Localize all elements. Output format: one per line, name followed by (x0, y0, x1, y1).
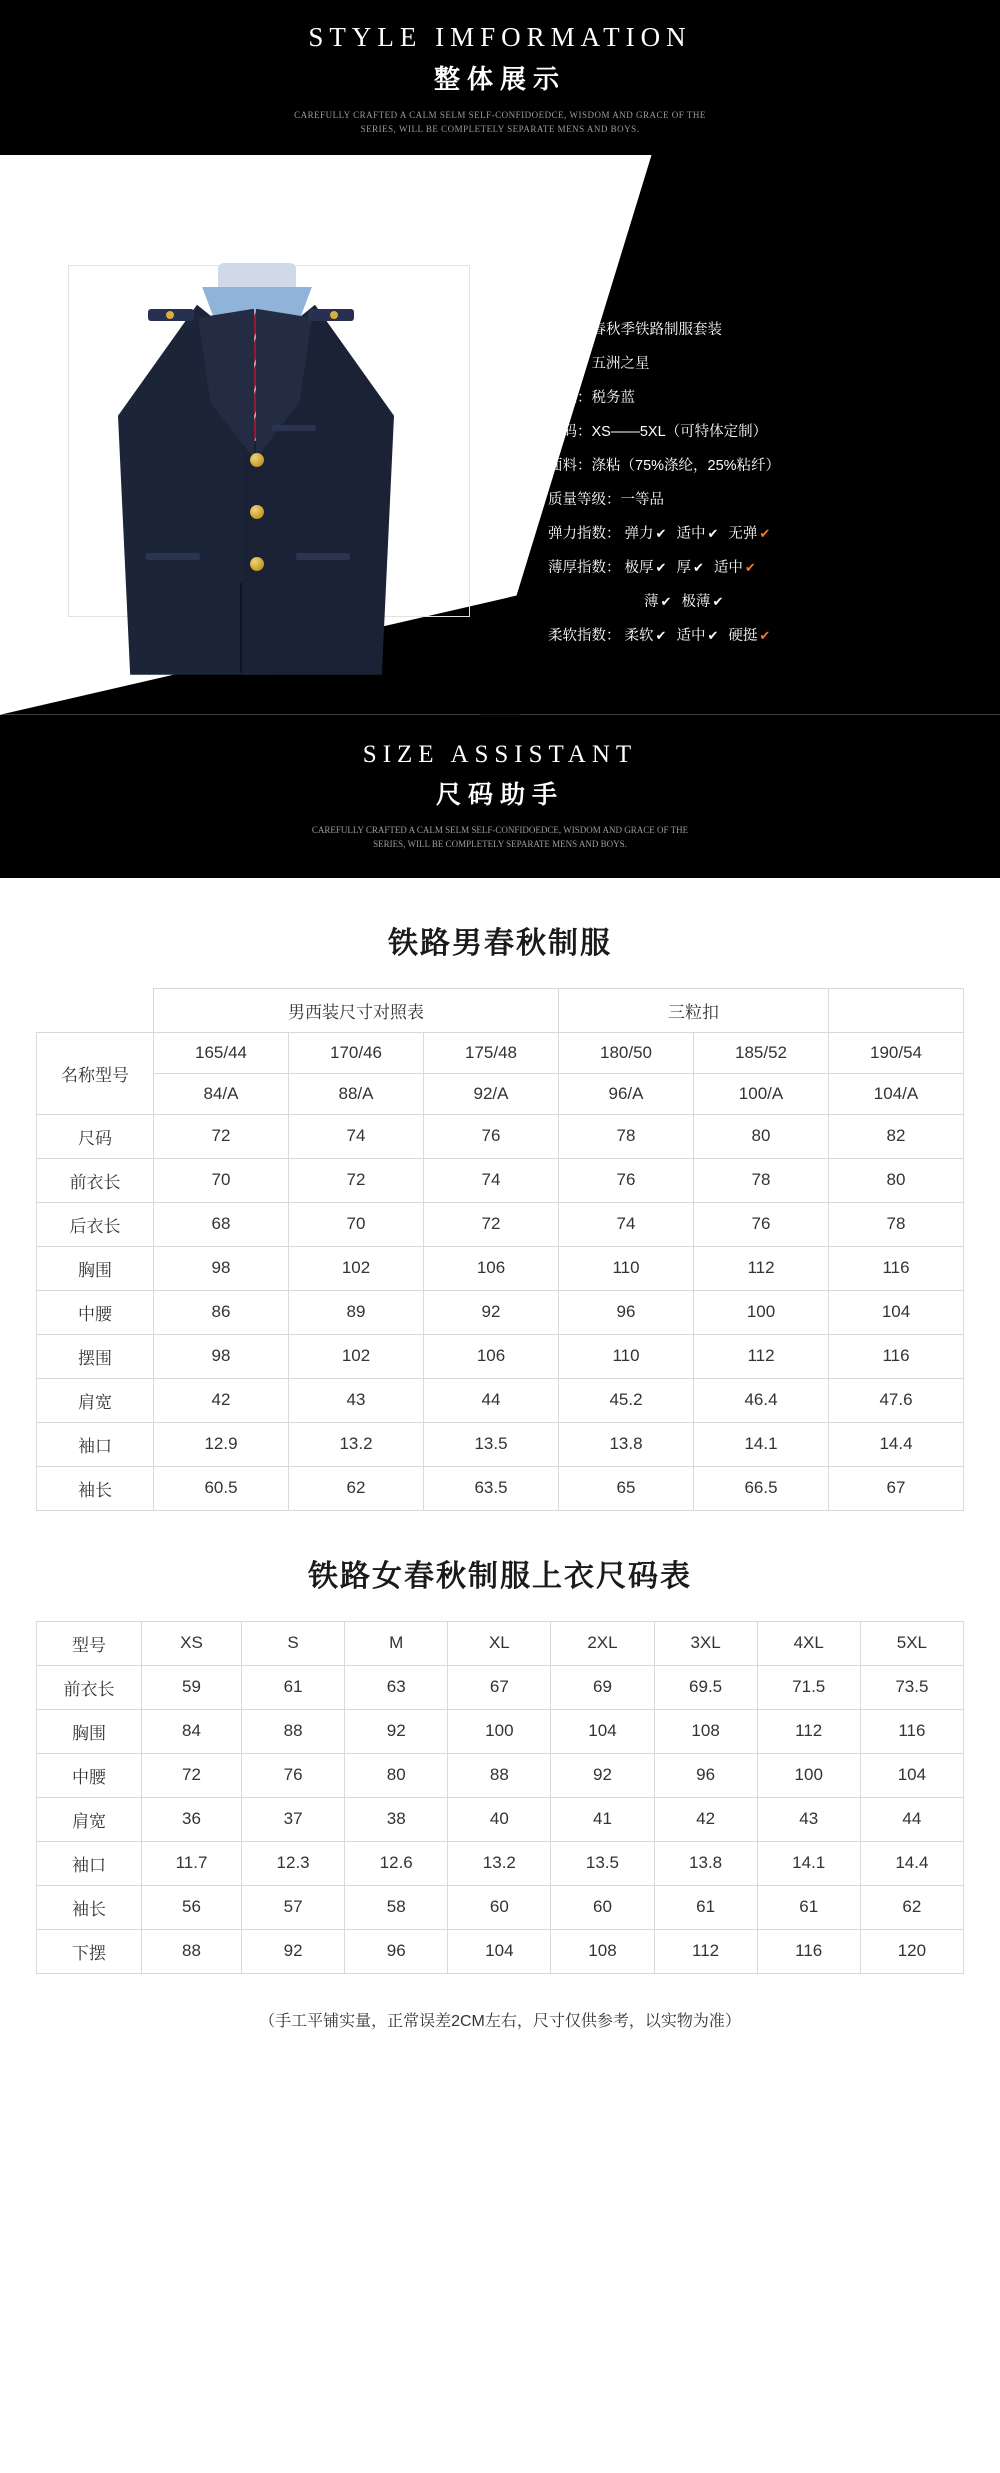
table-cell: 14.1 (694, 1422, 829, 1466)
model-size-4: 96/A (559, 1073, 694, 1114)
suit-illustration (90, 253, 420, 683)
table-cell: 61 (757, 1885, 860, 1929)
thickness-option-3-text: 适中 (713, 559, 743, 576)
thickness-option-5-text: 极薄 (681, 593, 711, 610)
table-cell: 100 (448, 1709, 551, 1753)
table-cell: 88 (242, 1709, 345, 1753)
header-group-blank (829, 988, 964, 1032)
thickness-option-3 (714, 560, 756, 576)
front-vent (240, 583, 242, 673)
table-cell: 116 (829, 1334, 964, 1378)
women-size-table (36, 1621, 964, 1974)
model-code-2: 170/46 (289, 1032, 424, 1073)
table-cell: 13.8 (559, 1422, 694, 1466)
table-cell: 76 (559, 1158, 694, 1202)
table-cell: 96 (345, 1929, 448, 1973)
table-cell: 14.1 (757, 1841, 860, 1885)
table-cell: 44 (424, 1378, 559, 1422)
table-cell: 67 (448, 1665, 551, 1709)
check-icon: ✔ (655, 559, 667, 575)
table-cell: 58 (345, 1885, 448, 1929)
table-row (37, 1032, 964, 1073)
table-cell: 78 (559, 1114, 694, 1158)
table-cell: 72 (424, 1202, 559, 1246)
row-label-header: 名称型号 (37, 1032, 154, 1114)
table-cell: 61 (654, 1885, 757, 1929)
table-row (37, 1073, 964, 1114)
spec-softness (548, 619, 928, 653)
table-cell: 72 (142, 1753, 242, 1797)
softness-option-3 (728, 628, 770, 644)
table-cell: 57 (242, 1885, 345, 1929)
row-label: 肩宽 (37, 1797, 142, 1841)
table-cell: 37 (242, 1797, 345, 1841)
table-cell: 78 (694, 1158, 829, 1202)
spec-name: 名称：春秋季铁路制服套装 (548, 321, 722, 338)
table-row (37, 1422, 964, 1466)
table-cell: 62 (289, 1466, 424, 1510)
table-cell: 63.5 (424, 1466, 559, 1510)
table-cell: 120 (860, 1929, 963, 1973)
table-cell: 56 (142, 1885, 242, 1929)
size-banner-english-title: SIZE ASSISTANT (362, 740, 638, 768)
table-cell: 100 (757, 1753, 860, 1797)
table-cell: 13.2 (448, 1841, 551, 1885)
spec-size: 尺码：XS——5XL（可特体定制） (548, 423, 768, 440)
men-size-table-body (37, 988, 964, 1510)
row-label: 肩宽 (37, 1378, 154, 1422)
table-cell: 110 (559, 1246, 694, 1290)
table-row (37, 1334, 964, 1378)
table-cell: 106 (424, 1246, 559, 1290)
table-cell: 92 (345, 1709, 448, 1753)
table-cell: 98 (154, 1334, 289, 1378)
table-cell: 80 (829, 1158, 964, 1202)
table-cell: 67 (829, 1466, 964, 1510)
style-information-banner (0, 0, 1000, 155)
table-cell: 100 (694, 1290, 829, 1334)
table-cell: 86 (154, 1290, 289, 1334)
table-cell: 12.3 (242, 1841, 345, 1885)
table-cell: 96 (559, 1290, 694, 1334)
epaulette-button-left (166, 311, 174, 319)
gold-button-1 (250, 453, 264, 467)
row-label: 摆围 (37, 1334, 154, 1378)
table-cell: 116 (757, 1929, 860, 1973)
elasticity-option-3-text: 无弹 (728, 525, 758, 542)
table-cell: 112 (694, 1334, 829, 1378)
row-label: 后衣长 (37, 1202, 154, 1246)
table-cell: 68 (154, 1202, 289, 1246)
softness-option-1-text: 柔软 (624, 627, 654, 644)
table-cell: 69 (551, 1665, 654, 1709)
table-cell: 45.2 (559, 1378, 694, 1422)
product-photo (30, 225, 500, 645)
softness-option-2-text: 适中 (676, 627, 706, 644)
table-cell: 116 (829, 1246, 964, 1290)
table-row (37, 1246, 964, 1290)
table-cell: 78 (829, 1202, 964, 1246)
table-cell: 80 (345, 1753, 448, 1797)
thickness-option-1 (625, 560, 667, 576)
row-label: 袖口 (37, 1841, 142, 1885)
size-banner-chinese-title: 尺码助手 (435, 780, 564, 809)
table-cell: 102 (289, 1334, 424, 1378)
banner-chinese-title: 整体展示 (433, 64, 566, 94)
column-header: S (242, 1621, 345, 1665)
table-cell: 60 (448, 1885, 551, 1929)
model-size-6: 104/A (829, 1073, 964, 1114)
table-cell: 76 (242, 1753, 345, 1797)
table-cell: 74 (424, 1158, 559, 1202)
spec-fabric: 面料：涤粘（75%涤纶，25%粘纤） (548, 457, 781, 474)
size-assistant-banner (0, 715, 1000, 878)
size-banner-subtitle (240, 823, 760, 852)
thickness-option-4 (644, 594, 671, 610)
model-size-5: 100/A (694, 1073, 829, 1114)
table-cell: 11.7 (142, 1841, 242, 1885)
table-cell: 84 (142, 1709, 242, 1753)
spec-elasticity-label: 弹力指数： (548, 525, 621, 542)
table-cell: 110 (559, 1334, 694, 1378)
elasticity-option-1 (625, 526, 667, 542)
spec-thickness-row2 (548, 585, 928, 619)
table-cell: 59 (142, 1665, 242, 1709)
row-label: 尺码 (37, 1114, 154, 1158)
spec-elasticity (548, 517, 928, 551)
column-header: 5XL (860, 1621, 963, 1665)
table-cell: 104 (860, 1753, 963, 1797)
elasticity-option-3 (728, 526, 770, 542)
table-row (37, 988, 964, 1032)
table-row (37, 1158, 964, 1202)
epaulette-button-right (330, 311, 338, 319)
model-code-1: 165/44 (154, 1032, 289, 1073)
column-header: XL (448, 1621, 551, 1665)
softness-option-3-text: 硬挺 (728, 627, 758, 644)
hero-section (0, 155, 1000, 715)
table-cell: 14.4 (829, 1422, 964, 1466)
table-cell: 72 (154, 1114, 289, 1158)
women-size-table-body (37, 1621, 964, 1973)
elasticity-option-2 (676, 526, 718, 542)
check-icon-selected: ✔ (759, 525, 771, 541)
table-cell: 63 (345, 1665, 448, 1709)
table-cell: 88 (448, 1753, 551, 1797)
table-cell: 70 (289, 1202, 424, 1246)
chest-pocket (272, 425, 316, 431)
check-icon: ✔ (655, 627, 667, 643)
table-cell: 92 (424, 1290, 559, 1334)
table-cell: 108 (654, 1709, 757, 1753)
table-cell: 42 (654, 1797, 757, 1841)
column-header: 型号 (37, 1621, 142, 1665)
banner-subtitle-line1: CAREFULLY CRAFTED A CALM SELM SELF-CONFIDOEDCE, WISDOM AND GRACE OF THE (294, 110, 706, 120)
table-row (37, 1290, 964, 1334)
table-cell: 41 (551, 1797, 654, 1841)
thickness-option-2 (676, 560, 703, 576)
thickness-option-4-text: 薄 (644, 593, 659, 610)
table-cell: 80 (694, 1114, 829, 1158)
row-label: 下摆 (37, 1929, 142, 1973)
table-cell: 112 (654, 1929, 757, 1973)
header-group-right: 三粒扣 (559, 988, 829, 1032)
softness-option-1 (625, 628, 667, 644)
table-row (37, 1114, 964, 1158)
pocket-right (296, 553, 350, 560)
table-cell: 104 (448, 1929, 551, 1973)
table-cell: 43 (757, 1797, 860, 1841)
model-code-5: 185/52 (694, 1032, 829, 1073)
model-size-1: 84/A (154, 1073, 289, 1114)
row-label: 袖长 (37, 1466, 154, 1510)
table-cell: 108 (551, 1929, 654, 1973)
table-cell: 71.5 (757, 1665, 860, 1709)
table-cell: 72 (289, 1158, 424, 1202)
column-header: 3XL (654, 1621, 757, 1665)
table-cell: 73.5 (860, 1665, 963, 1709)
spec-grade: 质量等级：一等品 (548, 491, 664, 508)
table-cell: 98 (154, 1246, 289, 1290)
table-cell: 12.9 (154, 1422, 289, 1466)
pocket-left (146, 553, 200, 560)
table-cell: 74 (559, 1202, 694, 1246)
row-label: 袖长 (37, 1885, 142, 1929)
table-cell: 112 (757, 1709, 860, 1753)
column-header: 4XL (757, 1621, 860, 1665)
table-header-row (37, 1621, 964, 1665)
size-banner-subtitle-line2: SERIES, WILL BE COMPLETELY SEPARATE MENS AND BOYS. (373, 839, 627, 850)
row-label: 前衣长 (37, 1158, 154, 1202)
column-header: 2XL (551, 1621, 654, 1665)
banner-subtitle (240, 108, 760, 137)
check-icon-selected: ✔ (759, 627, 771, 643)
row-label: 胸围 (37, 1709, 142, 1753)
table-cell: 76 (424, 1114, 559, 1158)
table-cell: 104 (551, 1709, 654, 1753)
table-row (37, 1202, 964, 1246)
table-cell: 104 (829, 1290, 964, 1334)
table-cell: 88 (142, 1929, 242, 1973)
column-header: M (345, 1621, 448, 1665)
spec-color: 颜色：税务蓝 (548, 389, 635, 406)
row-label: 胸围 (37, 1246, 154, 1290)
corner-cell (37, 988, 154, 1032)
table-cell: 82 (829, 1114, 964, 1158)
check-icon: ✔ (707, 627, 719, 643)
table-cell: 36 (142, 1797, 242, 1841)
thickness-option-5 (681, 594, 723, 610)
softness-option-2 (676, 628, 718, 644)
gold-button-3 (250, 557, 264, 571)
table-row (37, 1885, 964, 1929)
table-row (37, 1709, 964, 1753)
row-label: 袖口 (37, 1422, 154, 1466)
thickness-option-1-text: 极厚 (624, 559, 654, 576)
table-cell: 61 (242, 1665, 345, 1709)
table-row (37, 1753, 964, 1797)
table-cell: 13.5 (551, 1841, 654, 1885)
table-cell: 46.4 (694, 1378, 829, 1422)
table-cell: 62 (860, 1885, 963, 1929)
table-cell: 60.5 (154, 1466, 289, 1510)
header-group-left: 男西装尺寸对照表 (154, 988, 559, 1032)
model-size-2: 88/A (289, 1073, 424, 1114)
table-cell: 40 (448, 1797, 551, 1841)
check-icon: ✔ (660, 593, 672, 609)
men-size-section (0, 918, 1000, 1511)
table-cell: 65 (559, 1466, 694, 1510)
table-cell: 74 (289, 1114, 424, 1158)
men-table-title: 铁路男春秋制服 (388, 926, 612, 960)
men-size-table (36, 988, 964, 1511)
check-icon: ✔ (712, 593, 724, 609)
table-row (37, 1841, 964, 1885)
table-cell: 70 (154, 1158, 289, 1202)
table-cell: 60 (551, 1885, 654, 1929)
thickness-option-2-text: 厚 (676, 559, 691, 576)
spec-brand: 品牌：五洲之星 (548, 355, 650, 372)
table-row (37, 1378, 964, 1422)
spec-softness-label: 柔软指数： (548, 627, 621, 644)
table-cell: 92 (551, 1753, 654, 1797)
table-cell: 92 (242, 1929, 345, 1973)
table-row (37, 1665, 964, 1709)
table-row (37, 1797, 964, 1841)
women-size-section (0, 1551, 1000, 1974)
table-cell: 66.5 (694, 1466, 829, 1510)
table-cell: 14.4 (860, 1841, 963, 1885)
table-cell: 47.6 (829, 1378, 964, 1422)
elasticity-option-2-text: 适中 (676, 525, 706, 542)
table-cell: 13.2 (289, 1422, 424, 1466)
table-cell: 13.5 (424, 1422, 559, 1466)
row-label: 中腰 (37, 1290, 154, 1334)
check-icon-selected: ✔ (744, 559, 756, 575)
elasticity-option-1-text: 弹力 (624, 525, 654, 542)
row-label: 前衣长 (37, 1665, 142, 1709)
spec-thickness (548, 551, 928, 585)
check-icon: ✔ (692, 559, 704, 575)
column-header: XS (142, 1621, 242, 1665)
table-cell: 116 (860, 1709, 963, 1753)
table-row (37, 1466, 964, 1510)
check-icon: ✔ (655, 525, 667, 541)
model-code-6: 190/54 (829, 1032, 964, 1073)
measurement-footnote: （手工平铺实量，正常误差2CM左右，尺寸仅供参考，以实物为准） (259, 2012, 741, 2030)
table-cell: 69.5 (654, 1665, 757, 1709)
table-cell: 102 (289, 1246, 424, 1290)
table-cell: 43 (289, 1378, 424, 1422)
table-cell: 38 (345, 1797, 448, 1841)
table-cell: 96 (654, 1753, 757, 1797)
model-size-3: 92/A (424, 1073, 559, 1114)
spec-thickness-label: 薄厚指数： (548, 559, 621, 576)
banner-english-title: STYLE IMFORMATION (308, 22, 692, 52)
row-label: 中腰 (37, 1753, 142, 1797)
table-cell: 106 (424, 1334, 559, 1378)
table-cell: 112 (694, 1246, 829, 1290)
check-icon: ✔ (707, 525, 719, 541)
model-code-4: 180/50 (559, 1032, 694, 1073)
women-table-title: 铁路女春秋制服上衣尺码表 (308, 1559, 692, 1593)
table-cell: 12.6 (345, 1841, 448, 1885)
table-cell: 44 (860, 1797, 963, 1841)
table-cell: 76 (694, 1202, 829, 1246)
banner-subtitle-line2: SERIES, WILL BE COMPLETELY SEPARATE MENS AND BOYS. (360, 124, 640, 135)
spec-list (548, 313, 928, 653)
table-cell: 42 (154, 1378, 289, 1422)
model-code-3: 175/48 (424, 1032, 559, 1073)
table-cell: 13.8 (654, 1841, 757, 1885)
table-cell: 89 (289, 1290, 424, 1334)
gold-button-2 (250, 505, 264, 519)
table-row (37, 1929, 964, 1973)
size-banner-subtitle-line1: CAREFULLY CRAFTED A CALM SELM SELF-CONFIDOEDCE, WISDOM AND GRACE OF THE (311, 824, 689, 835)
